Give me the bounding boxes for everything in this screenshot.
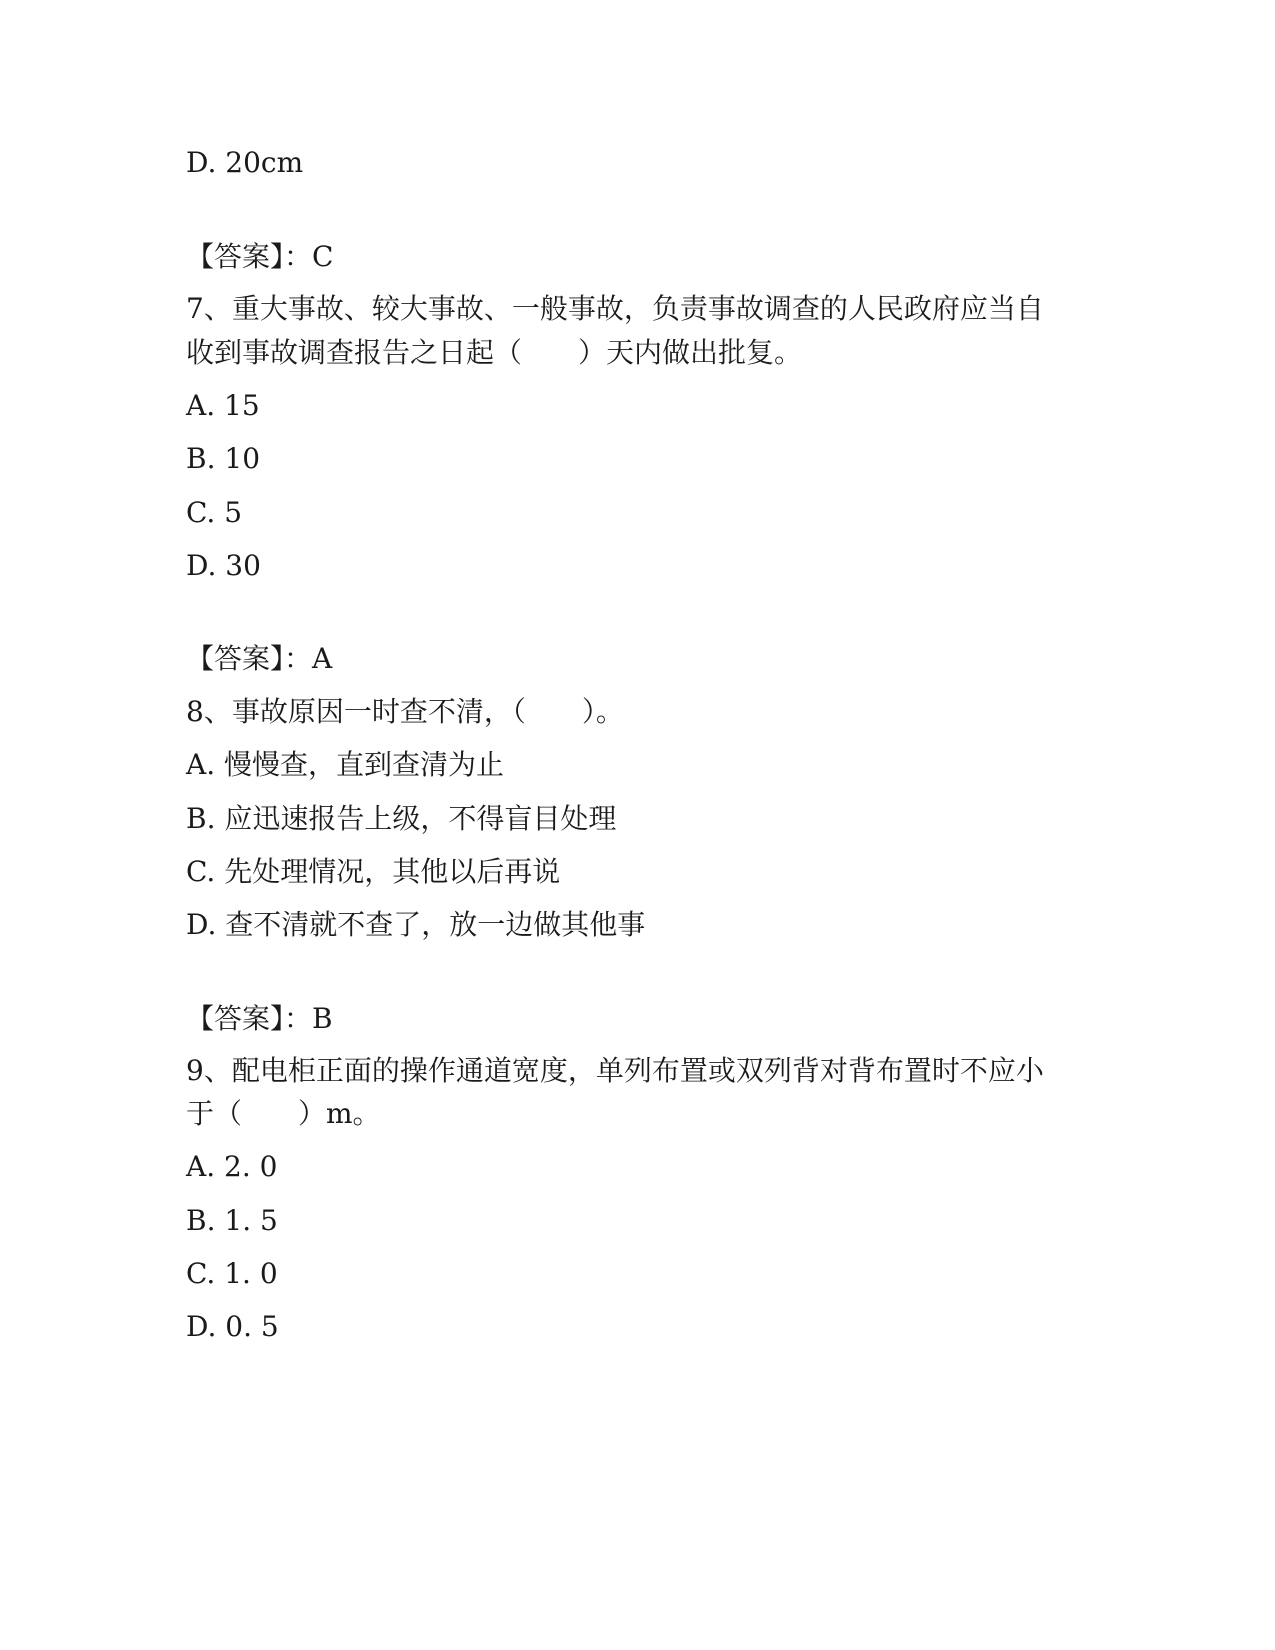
option-d-prev: D. 20cm (186, 146, 304, 179)
question-9-option-c: C. 1. 0 (186, 1257, 278, 1290)
question-7-option-d: D. 30 (186, 549, 261, 582)
question-8-option-c: C. 先处理情况，其他以后再说 (186, 855, 561, 888)
question-7-option-c: C. 5 (186, 496, 243, 529)
answer-q8: 【答案】：B (186, 1002, 333, 1035)
question-7-option-b: B. 10 (186, 442, 261, 475)
question-8-option-a: A. 慢慢查，直到查清为止 (186, 748, 505, 781)
question-9-stem-line1: 9、配电柜正面的操作通道宽度，单列布置或双列背对背布置时不应小 (186, 1054, 1044, 1087)
question-7-stem-line2: 收到事故调查报告之日起（ ）天内做出批复。 (186, 336, 803, 369)
question-9-option-a: A. 2. 0 (186, 1150, 278, 1183)
question-9-option-b: B. 1. 5 (186, 1204, 278, 1237)
answer-q7: 【答案】：A (186, 642, 333, 675)
question-8-option-b: B. 应迅速报告上级，不得盲目处理 (186, 802, 617, 835)
question-8-option-d: D. 查不清就不查了，放一边做其他事 (186, 908, 646, 941)
question-8-stem-line1: 8、事故原因一时查不清，（ ）。 (186, 695, 624, 728)
question-7-stem-line1: 7、重大事故、较大事故、一般事故，负责事故调查的人民政府应当自 (186, 292, 1044, 325)
question-9-stem-line2: 于（ ）m。 (186, 1097, 381, 1130)
answer-q6: 【答案】：C (186, 240, 334, 273)
question-7-option-a: A. 15 (186, 389, 260, 422)
question-9-option-d: D. 0. 5 (186, 1310, 279, 1343)
